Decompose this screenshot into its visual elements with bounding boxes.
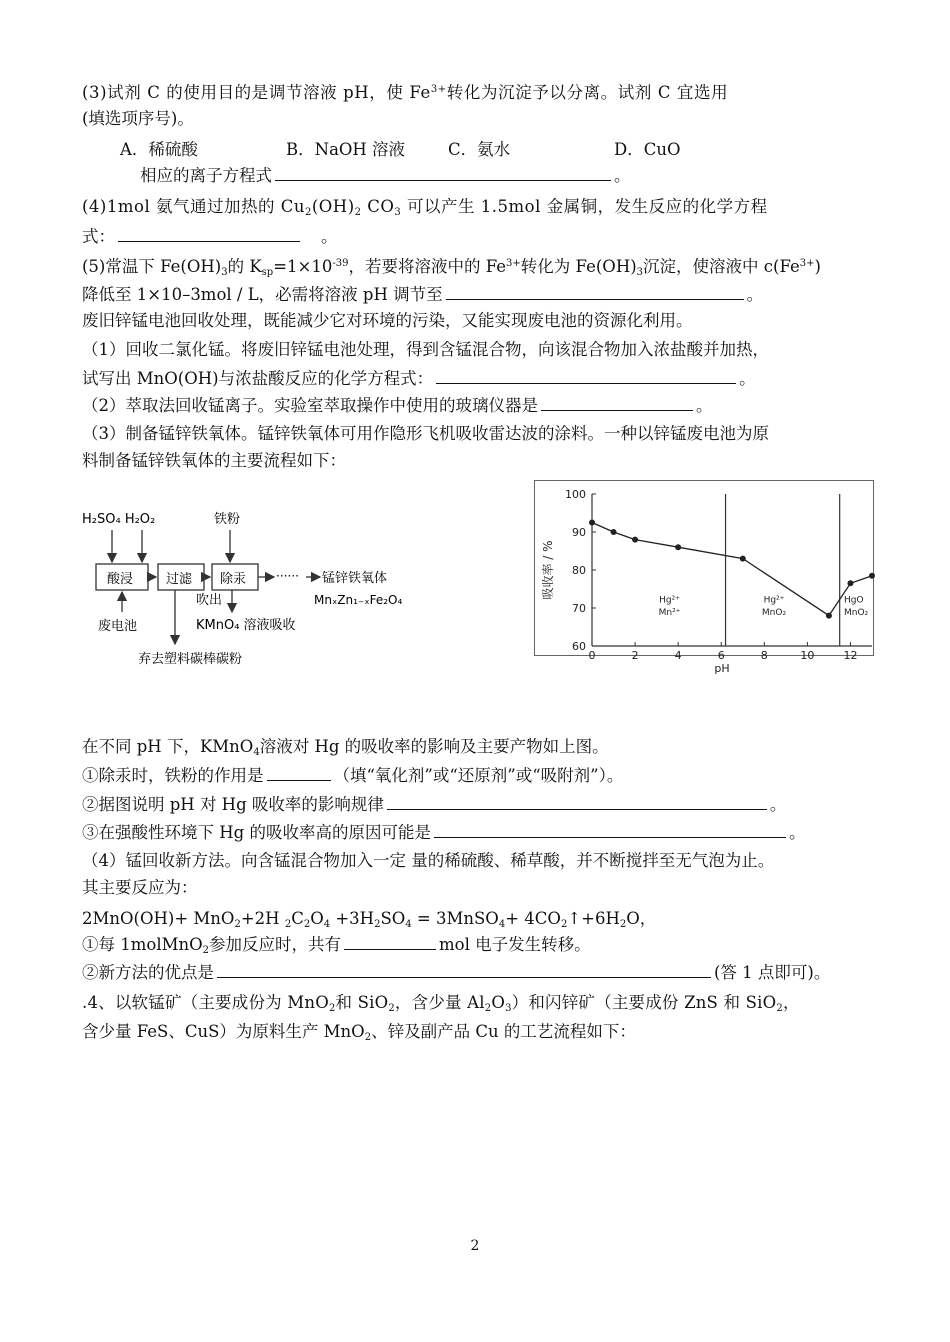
region-label: Hg²⁺ (763, 595, 785, 606)
x-tick-label: 4 (674, 649, 682, 662)
answer-blank[interactable] (436, 368, 736, 384)
iron-powder-label: 铁粉 (214, 512, 241, 527)
region-label: MnO₂ (844, 607, 869, 618)
sub-q4-2: ②新方法的优点是 (答 1 点即可)。 (82, 963, 831, 982)
region-label: MnO₂ (761, 607, 787, 618)
battery-q1-line2: 试写出 MnO(OH)与浓盐酸反应的化学方程式： 。 (82, 369, 756, 388)
box-remove-mercury-label: 除汞 (220, 572, 247, 587)
answer-blank[interactable] (387, 794, 767, 810)
new-method-line1: （4）锰回收新方法。向含锰混合物加入一定 量的稀硫酸、稀草酸，并不断搅拌至无气泡为止。 (82, 851, 775, 870)
x-tick-label: 6 (717, 649, 725, 662)
answer-blank[interactable] (118, 226, 300, 242)
battery-q3-line1: （3）制备锰锌铁氧体。锰锌铁氧体可用作隐形飞机吸收雷达波的涂料。一种以锌锰废电池为原 (82, 424, 769, 443)
y-axis-label: 吸收率 / % (541, 540, 555, 600)
data-point (675, 544, 681, 550)
sub-q4-1: ①每 1molMnO$_2$参加反应时，共有 mol 电子发生转移。 (82, 935, 591, 956)
x-tick-label: 8 (760, 649, 768, 662)
option-d: D．CuO (614, 140, 681, 159)
sub-q2: ②据图说明 pH 对 Hg 吸收率的影响规律 。 (82, 795, 787, 814)
sub-q1: ①除汞时，铁粉的作用是 （填“氧化剂”或“还原剂”或“吸附剂”）。 (82, 766, 624, 785)
data-point (826, 613, 832, 619)
page-number: 2 (470, 1238, 480, 1254)
x-tick-label: 0 (588, 649, 596, 662)
blowout-label: 吹出 (196, 593, 223, 608)
data-point (869, 573, 875, 579)
data-point (847, 580, 853, 586)
answer-blank[interactable] (275, 165, 611, 181)
reaction-equation: 2MnO(OH)+ MnO$_2$+2H $_2C_2O_4 +3H_2SO_4$ = 3MnSO$_4$+ $4CO_2↑+6H_2O$， (82, 909, 657, 930)
battery-intro: 废旧锌锰电池回收处理，既能减少它对环境的污染，又能实现废电池的资源化利用。 (82, 311, 693, 330)
question-3-options (120, 139, 681, 161)
y-tick-label: 70 (572, 602, 586, 615)
question-4-line2: 式： 。 (82, 227, 338, 246)
waste-battery-label: 废电池 (98, 619, 138, 634)
battery-q3-line2: 料制备锰锌铁氧体的主要流程如下： (82, 451, 346, 470)
answer-blank[interactable] (217, 962, 711, 978)
answer-blank[interactable] (267, 765, 331, 781)
discard-label: 弃去塑料碳棒碳粉 (138, 652, 243, 667)
box-filter-label: 过滤 (166, 572, 193, 587)
data-point (611, 529, 617, 535)
y-tick-label: 100 (565, 488, 586, 501)
option-c: C．氨水 (448, 140, 511, 159)
option-a: A．稀硫酸 (120, 140, 198, 159)
option-b: B．NaOH 溶液 (286, 140, 406, 159)
region-label: Mn²⁺ (658, 607, 681, 618)
data-point (632, 537, 638, 543)
new-method-line2: 其主要反应为： (82, 878, 198, 897)
sub-q3: ③在强酸性环境下 Hg 的吸收率高的原因可能是 。 (82, 823, 806, 842)
y-tick-label: 90 (572, 526, 586, 539)
chart-caption: 在不同 pH 下，KMnO$_4$溶液对 Hg 的吸收率的影响及主要产物如上图。 (82, 737, 609, 758)
process-flow-diagram (80, 500, 440, 690)
question-4-line1: (4)1mol 氨气通过加热的 $Cu_2(OH)_2$ $CO_3$ 可以产生 1.5mol 金属铜，发生反应的化学方程 (82, 197, 768, 218)
question-5-line1: (5)常温下 $Fe(OH)_3$的 $K_{sp}=1\times 10^{-39}$，若要将溶液中的 $Fe^{3+}$转化为 $Fe(OH)_3$沉淀，使溶液中 $c(Fe^{3+})$ (82, 257, 821, 278)
x-axis-label: pH (714, 662, 730, 675)
battery-q1-line1: （1）回收二氯化锰。将废旧锌锰电池处理，得到含锰混合物，向该混合物加入浓盐酸并加热， (82, 340, 769, 359)
kmno4-absorb-label: KMnO₄ 溶液吸收 (196, 618, 296, 633)
data-point (589, 520, 595, 526)
product-label: 锰锌铁氧体 (322, 571, 388, 586)
y-tick-label: 60 (572, 640, 586, 653)
battery-q2: （2）萃取法回收锰离子。实验室萃取操作中使用的玻璃仪器是 。 (82, 396, 713, 415)
x-tick-label: 10 (800, 649, 815, 662)
flow-dots: ······ (276, 569, 299, 583)
x-tick-label: 12 (843, 649, 858, 662)
data-point (740, 556, 746, 562)
answer-blank[interactable] (446, 284, 744, 300)
question-3-ionic-eq: 相应的离子方程式 。 (140, 166, 631, 185)
answer-blank[interactable] (344, 934, 436, 950)
answer-blank[interactable] (434, 822, 786, 838)
reagents-label: H₂SO₄ H₂O₂ (82, 512, 156, 527)
question-4-intro-line2: 含少量 FeS、CuS）为原料生产 MnO$_2$、锌及副产品 Cu 的工艺流程如下： (82, 1022, 636, 1043)
question-5-line2: 降低至 1×10–3mol / L，必需将溶液 pH 调节至 。 (82, 285, 764, 304)
answer-blank[interactable] (541, 395, 693, 411)
region-label: HgO (844, 595, 864, 606)
question-4-intro-line1: .4、以软锰矿（主要成份为 MnO$_2$和 SiO$_2$，含少量 $Al_2O_3$）和闪锌矿（主要成份 ZnS 和 SiO$_2$， (82, 993, 800, 1014)
box-acid-leach-label: 酸浸 (107, 572, 134, 587)
question-3-line2: (填选项序号)。 (82, 109, 194, 128)
product-formula: MnₓZn₁₋ₓFe₂O₄ (314, 593, 403, 607)
question-3-line1: (3)试剂 C 的使用目的是调节溶液 pH，使 $Fe^{3+}$转化为沉淀予以分离。试剂 C 宜选用 (82, 83, 729, 102)
y-tick-label: 80 (572, 564, 586, 577)
region-label: Hg²⁺ (659, 595, 680, 606)
x-tick-label: 2 (631, 649, 639, 662)
absorption-rate-chart (534, 480, 874, 675)
